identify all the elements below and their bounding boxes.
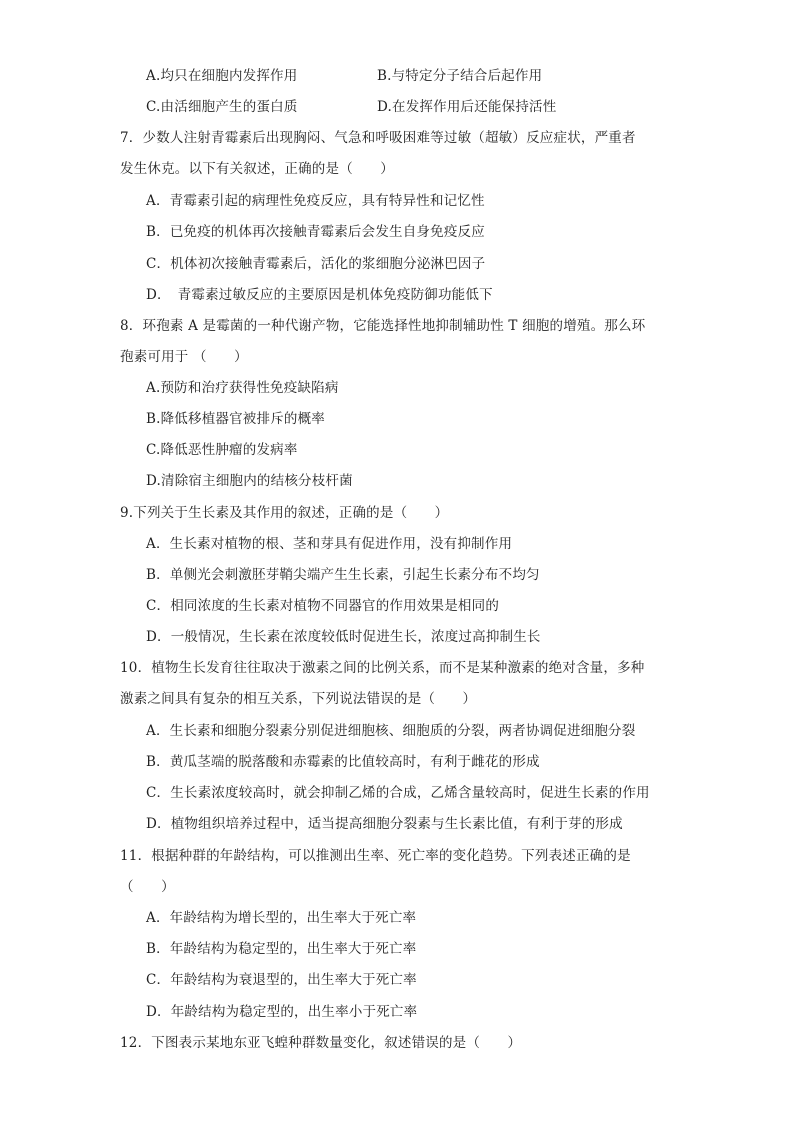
q11-stem-line2: （ ） [120, 879, 175, 895]
q7-stem-line1: 7．少数人注射青霉素后出现胸闷、气急和呼吸困难等过敏（超敏）反应症状，严重者 [120, 130, 636, 146]
q9-option-b: B．单侧光会刺激胚芽鞘尖端产生生长素，引起生长素分布不均匀 [146, 567, 540, 583]
q6-option-b: B.与特定分子结合后起作用 [377, 68, 543, 84]
q8-stem-line2: 孢素可用于 （ ） [120, 349, 248, 365]
q10-option-a: A．生长素和细胞分裂素分别促进细胞核、细胞质的分裂，两者协调促进细胞分裂 [146, 723, 636, 739]
q6-option-d: D.在发挥作用后还能保持活性 [377, 99, 557, 115]
q9-option-a: A．生长素对植物的根、茎和芽具有促进作用，没有抑制作用 [146, 536, 513, 552]
q11-option-a: A．年龄结构为增长型的，出生率大于死亡率 [146, 910, 417, 926]
q6-option-a: A.均只在细胞内发挥作用 [146, 68, 298, 84]
q8-option-a: A.预防和治疗获得性免疫缺陷病 [146, 380, 339, 396]
q8-option-d: D.清除宿主细胞内的结核分枝杆菌 [146, 473, 353, 489]
q7-option-a: A．青霉素引起的病理性免疫反应，具有特异性和记忆性 [146, 193, 485, 209]
q7-option-c: C．机体初次接触青霉素后，活化的浆细胞分泌淋巴因子 [146, 256, 486, 272]
q10-option-d: D．植物组织培养过程中，适当提高细胞分裂素与生长素比值，有利于芽的形成 [146, 816, 623, 832]
q10-stem-line1: 10．植物生长发育往往取决于激素之间的比例关系，而不是某种激素的绝对含量，多种 [120, 660, 645, 676]
q8-option-b: B.降低移植器官被排斥的概率 [146, 411, 326, 427]
q9-option-d: D．一般情况，生长素在浓度较低时促进生长，浓度过高抑制生长 [146, 629, 541, 645]
q9-stem-line1: 9.下列关于生长素及其作用的叙述，正确的是（ ） [120, 505, 449, 521]
q11-option-d: D．年龄结构为稳定型的，出生率小于死亡率 [146, 1004, 418, 1020]
q9-option-c: C．相同浓度的生长素对植物不同器官的作用效果是相同的 [146, 598, 500, 614]
q8-stem-line1: 8．环孢素 A 是霉菌的一种代谢产物，它能选择性地抑制辅助性 T 细胞的增殖。那么环 [120, 318, 646, 334]
q7-option-b: B．已免疫的机体再次接触青霉素后会发生自身免疫反应 [146, 224, 485, 240]
q10-option-c: C．生长素浓度较高时，就会抑制乙烯的合成，乙烯含量较高时，促进生长素的作用 [146, 785, 650, 801]
q11-option-b: B．年龄结构为稳定型的，出生率大于死亡率 [146, 941, 417, 957]
q12-stem-line1: 12．下图表示某地东亚飞蝗种群数量变化，叙述错误的是（ ） [120, 1035, 522, 1051]
q10-option-b: B．黄瓜茎端的脱落酸和赤霉素的比值较高时，有利于雌花的形成 [146, 754, 540, 770]
q10-stem-line2: 激素之间具有复杂的相互关系，下列说法错误的是（ ） [120, 691, 477, 707]
q8-option-c: C.降低恶性肿瘤的发病率 [146, 442, 298, 458]
q6-option-c: C.由活细胞产生的蛋白质 [146, 99, 298, 115]
q7-stem-line2: 发生休克。以下有关叙述，正确的是（ ） [120, 161, 394, 177]
q11-option-c: C．年龄结构为衰退型的，出生率大于死亡率 [146, 972, 417, 988]
q7-option-d: D． 青霉素过敏反应的主要原因是机体免疫防御功能低下 [146, 287, 493, 303]
q11-stem-line1: 11．根据种群的年龄结构，可以推测出生率、死亡率的变化趋势。下列表述正确的是 [120, 848, 631, 864]
